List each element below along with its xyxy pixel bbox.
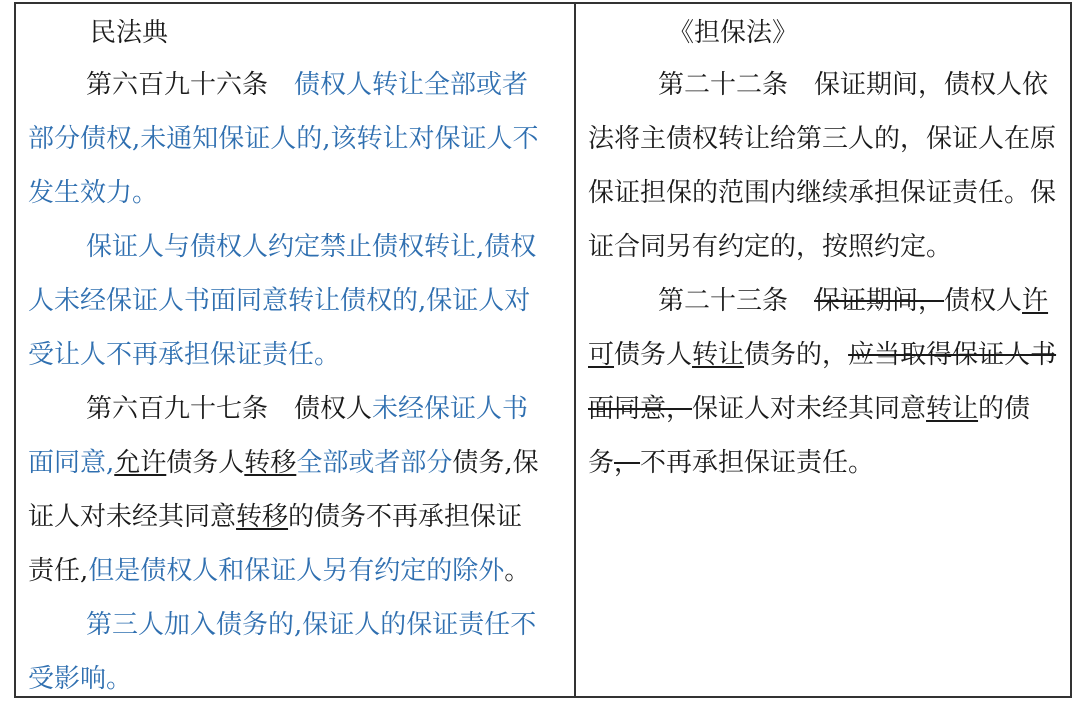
article-22-line-1: 第二十二条 保证期间，债权人依 bbox=[658, 70, 1049, 100]
underlined-transfer: 转移 bbox=[244, 448, 297, 478]
article-697-line-1: 第六百九十七条 债权人未经保证人书 bbox=[86, 394, 529, 424]
article-696-line-3: 发生效力。 bbox=[28, 178, 159, 208]
article-697-line-4: 责任,但是债权人和保证人另有约定的除外。 bbox=[28, 556, 531, 586]
article-697-para2-line-2: 受影响。 bbox=[28, 664, 133, 694]
article-696-line-1: 第六百九十六条 债权人转让全部或者 bbox=[86, 70, 529, 100]
article-23-label: 第二十三条 bbox=[658, 286, 789, 316]
underlined-transfer-2: 转移 bbox=[236, 502, 289, 532]
article-696-line-2: 部分债权,未通知保证人的,该转让对保证人不 bbox=[28, 124, 539, 154]
article-696-para2-line-2: 人未经保证人书面同意转让债权的,保证人对 bbox=[28, 286, 531, 316]
article-23-line-3: 面同意，保证人对未经其同意转让的债 bbox=[588, 394, 1031, 424]
column-title-civil-code: 民法典 bbox=[90, 18, 169, 48]
article-22-line-2: 法将主债权转让给第三人的，保证人在原 bbox=[588, 124, 1057, 154]
struck-text: 应当取得保证人书 bbox=[848, 340, 1057, 370]
comparison-table bbox=[14, 2, 1072, 698]
article-697-para2-line-1: 第三人加入债务的,保证人的保证责任不 bbox=[86, 610, 537, 640]
struck-text: ， bbox=[614, 448, 641, 478]
article-23-line-1: 第二十三条 保证期间，债权人许 bbox=[658, 286, 1049, 316]
article-23-line-2: 可债务人转让债务的，应当取得保证人书 bbox=[588, 340, 1057, 370]
underlined-transfer-2: 转让 bbox=[926, 394, 979, 424]
article-23-line-4: 务，不再承担保证责任。 bbox=[588, 448, 875, 478]
column-title-guarantee-law: 《担保法》 bbox=[668, 18, 799, 48]
article-696-label: 第六百九十六条 bbox=[86, 70, 269, 100]
underlined-allow: 允许 bbox=[114, 448, 167, 478]
article-22-line-4: 证合同另有约定的，按照约定。 bbox=[588, 232, 953, 262]
article-696-para2-line-3: 受让人不再承担保证责任。 bbox=[28, 340, 341, 370]
article-697-line-2: 面同意,允许债务人转移全部或者部分债务,保 bbox=[28, 448, 539, 478]
article-697-label: 第六百九十七条 bbox=[86, 394, 269, 424]
underlined-transfer: 转让 bbox=[692, 340, 745, 370]
column-divider bbox=[574, 4, 576, 696]
struck-text: 面同意， bbox=[588, 394, 693, 424]
article-22-line-3: 保证担保的范围内继续承担保证责任。保 bbox=[588, 178, 1057, 208]
struck-text: 保证期间， bbox=[814, 286, 945, 316]
article-696-para2-line-1: 保证人与债权人约定禁止债权转让,债权 bbox=[86, 232, 537, 262]
article-697-line-3: 证人对未经其同意转移的债务不再承担保证 bbox=[28, 502, 523, 532]
